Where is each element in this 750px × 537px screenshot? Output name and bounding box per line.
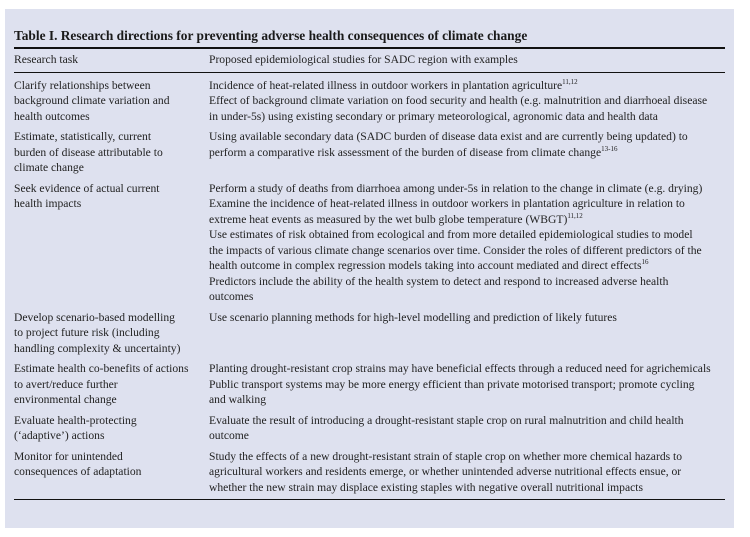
study-text: whether the new strain may displace existing staples with negative overall nutritional impacts [209,480,644,494]
research-task-line: Monitor for unintended [14,449,123,463]
study-text: outcomes [209,290,254,303]
research-task-line: to project future risk (including [14,326,160,339]
study-line [209,93,725,109]
study-text: Use scenario planning methods for high-level modelling and prediction of likely futures [209,310,617,324]
table-row [14,178,725,307]
study-text: Study the effects of a new drought-resistant strain of staple crop on whether more chemical hazards to [209,449,683,463]
table-panel [5,9,734,528]
study-text: the impacts of various climate change scenarios over time. Consider the roles of different predictors of the [209,243,702,257]
citation-superscript: 11,12 [562,77,578,86]
study-line [209,145,725,161]
research-task-line: health outcomes [14,109,90,123]
column-header-proposed-studies: Proposed epidemiological studies for SADC region with examples [209,53,518,66]
citation-superscript: 11,12 [567,211,583,220]
table-row [14,358,725,410]
table-container [14,27,725,500]
proposed-studies-cell [209,126,725,178]
study-text: Predictors include the ability of the health system to detect and respond to increased adverse health [209,274,669,288]
study-line [209,160,725,176]
study-line [209,413,725,429]
table-row [14,73,725,127]
research-task-line: to avert/reduce further [14,377,118,391]
proposed-studies-cell [209,358,725,410]
study-text: Perform a study of deaths from diarrhoea among under-5s in relation to the change in climate (e.g. drying) [209,181,703,195]
research-task-line: Seek evidence of actual current [14,181,160,195]
study-text: Use estimates of risk obtained from ecological and from more detailed epidemiological studies to model [209,228,693,241]
study-line [209,361,725,377]
study-line [209,243,725,259]
research-task-line: health impacts [14,197,82,210]
study-text: Incidence of heat-related illness in outdoor workers in plantation agriculture [209,78,563,92]
study-line [209,289,725,305]
research-task-cell [14,446,209,500]
table-row [14,410,725,446]
bottom-rule [14,499,725,500]
study-line [209,428,725,444]
study-text: Planting drought-resistant crop strains may have beneficial effects through a reduced need for agrichemicals [209,362,711,375]
study-line [209,109,725,125]
study-line [209,310,725,326]
research-task-line: handling complexity & uncertainty) [14,341,181,355]
table-title: Table I. Research directions for preventing adverse health consequences of climate change [14,28,528,43]
table-body [14,73,725,500]
research-task-cell [14,410,209,446]
study-line [209,377,725,393]
study-line [209,258,725,274]
study-text: Using available secondary data (SADC burden of disease data exist and are currently being updated) to [209,130,688,143]
proposed-studies-cell [209,446,725,500]
research-task-line: Develop scenario-based modelling [14,310,175,324]
study-line [209,449,725,465]
study-line [209,212,725,228]
research-task-line: (‘adaptive’) actions [14,429,105,442]
study-text: in under-5s) using existing secondary or primary meteorological, agronomic data and health data [209,109,658,123]
research-task-line: climate change [14,161,84,174]
study-text: Examine the incidence of heat-related illness in outdoor workers in plantation agriculture in relation to [209,197,685,210]
study-line [209,392,725,408]
table-header-row [14,49,725,72]
study-line [209,196,725,212]
proposed-studies-cell [209,178,725,307]
study-line [209,227,725,243]
study-line [209,78,725,94]
column-header-research-task: Research task [14,53,79,66]
research-task-cell [14,358,209,410]
study-line [209,129,725,145]
study-line [209,274,725,290]
research-task-line: consequences of adaptation [14,465,142,478]
table-row [14,307,725,359]
research-task-line: Evaluate health-protecting [14,413,137,427]
table-row [14,446,725,500]
research-task-line: burden of disease attributable to [14,145,163,159]
citation-superscript: 13-16 [601,144,618,153]
research-task-cell [14,73,209,127]
research-task-line: Estimate, statistically, current [14,130,152,143]
research-task-line: environmental change [14,393,117,406]
table-row [14,126,725,178]
research-task-line: Estimate health co-benefits of actions [14,362,189,375]
study-text: health outcome in complex regression models taking into account mediated and direct effects [209,259,642,272]
study-text: Public transport systems may be more energy efficient than private motorised transport; promote cycling [209,377,695,391]
research-task-cell [14,178,209,307]
proposed-studies-cell [209,73,725,127]
study-text: agricultural workers and residents emerge, or whether unintended adverse nutritional effects ensue, or [209,465,682,478]
research-task-cell [14,307,209,359]
proposed-studies-cell [209,410,725,446]
citation-superscript: 16 [641,258,649,266]
research-task-line: background climate variation and [14,94,170,107]
research-directions-table [14,49,725,72]
research-task-line: Clarify relationships between [14,78,151,92]
study-text: and walking [209,393,266,406]
study-line [209,464,725,480]
study-text: Evaluate the result of introducing a drought-resistant staple crop on rural malnutrition and child health [209,413,684,427]
study-line [209,480,725,496]
study-text: outcome [209,429,249,442]
study-text: Effect of background climate variation on food security and health (e.g. malnutrition and diarrhoeal disease [209,94,708,107]
research-task-cell [14,126,209,178]
study-line [209,181,725,197]
proposed-studies-cell [209,307,725,359]
study-text: extreme heat events as measured by the wet bulb globe temperature (WBGT) [209,212,568,226]
study-text: perform a comparative risk assessment of the burden of disease from climate change [209,145,602,159]
